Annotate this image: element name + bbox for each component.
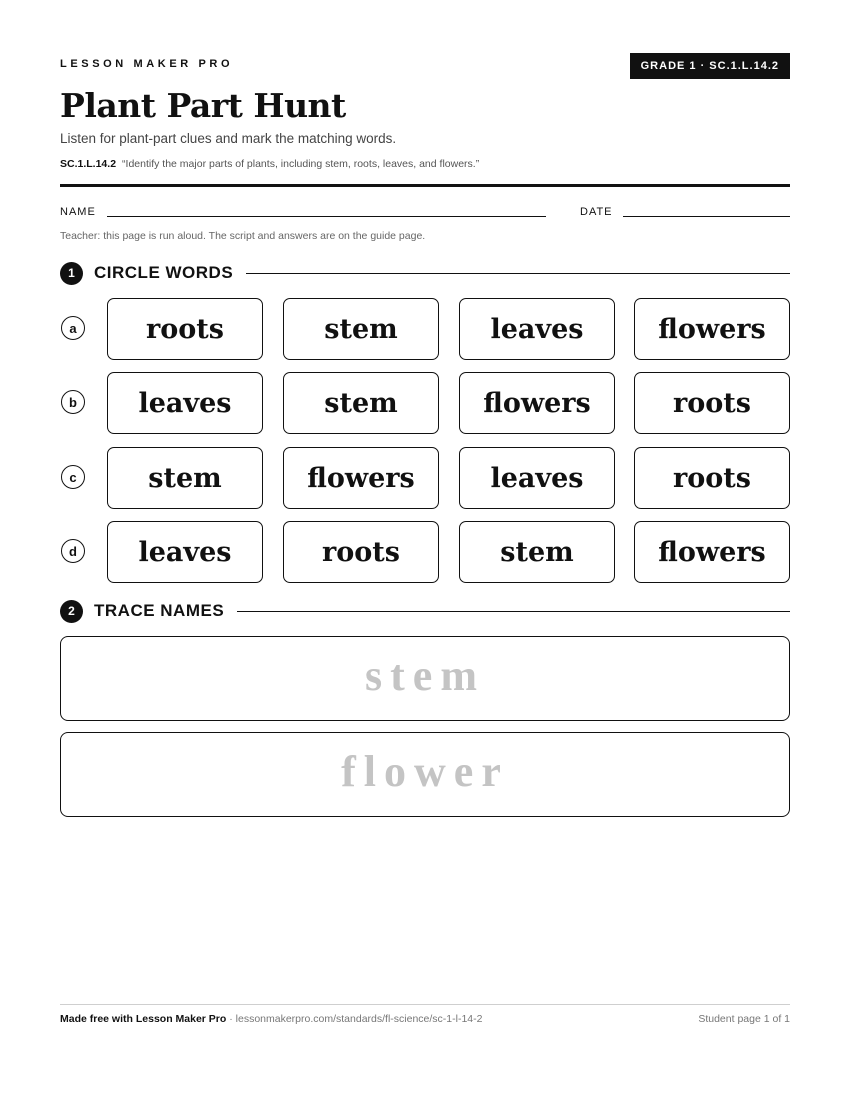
word-row-d xyxy=(60,521,790,583)
word-choice-box[interactable]: roots xyxy=(634,372,790,434)
grade-standard-badge: GRADE 1 · SC.1.L.14.2 xyxy=(630,53,790,79)
name-field[interactable] xyxy=(107,216,546,217)
worksheet-page xyxy=(60,0,790,1100)
word-choice-box[interactable]: stem xyxy=(283,298,439,360)
trace-word: stem xyxy=(365,651,485,700)
section-number-badge: 2 xyxy=(60,600,83,623)
word-choice-box[interactable]: leaves xyxy=(459,298,615,360)
section-trace-names-heading xyxy=(60,599,790,623)
date-field[interactable] xyxy=(623,216,790,217)
word-choice-box[interactable]: roots xyxy=(107,298,263,360)
word-choice-box[interactable]: leaves xyxy=(107,372,263,434)
section-divider xyxy=(246,273,790,274)
section-number-badge: 1 xyxy=(60,262,83,285)
word-choice-box[interactable]: flowers xyxy=(634,298,790,360)
section-title: TRACE NAMES xyxy=(94,601,225,620)
word-choice-box[interactable]: stem xyxy=(107,447,263,509)
trace-word: flower xyxy=(341,747,509,796)
word-row-a xyxy=(60,298,790,360)
trace-box-flower[interactable] xyxy=(60,732,790,817)
word-choice-box[interactable]: flowers xyxy=(634,521,790,583)
word-choice-box[interactable]: leaves xyxy=(107,521,263,583)
standard-line xyxy=(60,158,479,170)
standard-code: SC.1.L.14.2 xyxy=(60,158,117,170)
page-title: Plant Part Hunt xyxy=(60,86,346,125)
word-choice-box[interactable]: stem xyxy=(459,521,615,583)
footer-credit xyxy=(60,1013,483,1025)
teacher-note: Teacher: this page is run aloud. The script and answers are on the guide page. xyxy=(60,230,426,242)
word-row-c xyxy=(60,447,790,509)
trace-box-stem[interactable] xyxy=(60,636,790,721)
footer-url[interactable]: · lessonmakerpro.com/standards/fl-science/sc-1-l-14-2 xyxy=(226,1013,483,1025)
word-choice-box[interactable]: leaves xyxy=(459,447,615,509)
standard-description: “Identify the major parts of plants, including stem, roots, leaves, and flowers.” xyxy=(122,158,480,170)
row-letter-badge: c xyxy=(61,465,85,489)
footer-divider xyxy=(60,1004,790,1005)
word-choice-box[interactable]: stem xyxy=(283,372,439,434)
row-letter-badge: d xyxy=(61,539,85,563)
page-subtitle: Listen for plant-part clues and mark the matching words. xyxy=(60,131,397,146)
footer-page-number: Student page 1 of 1 xyxy=(698,1013,790,1025)
section-title: CIRCLE WORDS xyxy=(94,263,234,282)
word-choice-box[interactable]: roots xyxy=(634,447,790,509)
row-letter-badge: b xyxy=(61,390,85,414)
word-row-b xyxy=(60,372,790,434)
name-label: NAME xyxy=(60,206,96,218)
word-choice-box[interactable]: flowers xyxy=(283,447,439,509)
row-letter-badge: a xyxy=(61,316,85,340)
date-label: DATE xyxy=(580,206,613,218)
word-choice-box[interactable]: flowers xyxy=(459,372,615,434)
section-divider xyxy=(237,611,790,612)
word-choice-box[interactable]: roots xyxy=(283,521,439,583)
section-circle-words-heading xyxy=(60,261,790,285)
header-divider xyxy=(60,184,790,187)
brand-name: LESSON MAKER PRO xyxy=(60,58,234,70)
footer-made-with: Made free with Lesson Maker Pro xyxy=(60,1013,227,1025)
